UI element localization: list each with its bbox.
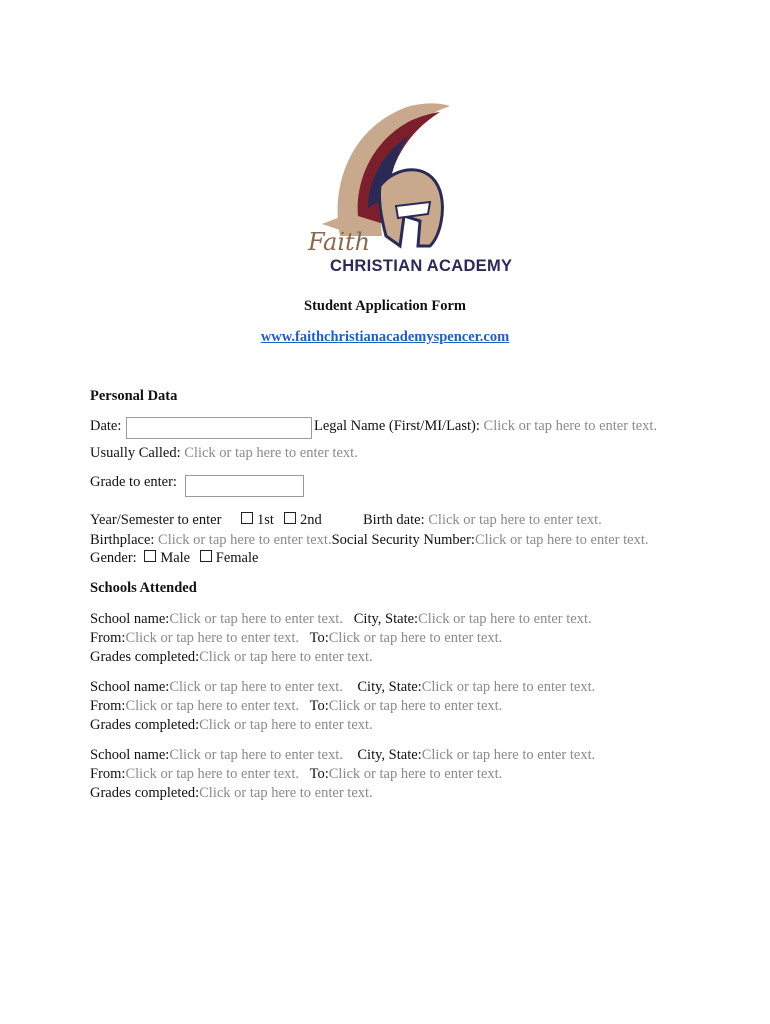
school-3-grades-row bbox=[90, 784, 373, 802]
city-state-field[interactable]: Click or tap here to enter text. bbox=[421, 679, 596, 695]
schools-attended-heading: Schools Attended bbox=[90, 580, 197, 596]
city-state-field[interactable]: Click or tap here to enter text. bbox=[418, 611, 592, 627]
to-label: To: bbox=[309, 698, 329, 714]
usually-called-field[interactable]: Click or tap here to enter text. bbox=[184, 445, 358, 461]
from-field[interactable]: Click or tap here to enter text. bbox=[125, 630, 299, 646]
legal-name-field[interactable]: Click or tap here to enter text. bbox=[483, 418, 658, 434]
from-label: From: bbox=[90, 630, 126, 646]
ssn-label: Social Security Number: bbox=[331, 532, 475, 548]
school-name-label: School name: bbox=[90, 679, 170, 695]
first-semester-checkbox[interactable] bbox=[241, 512, 253, 524]
ssn-field[interactable]: Click or tap here to enter text. bbox=[474, 532, 649, 548]
grades-completed-field[interactable]: Click or tap here to enter text. bbox=[199, 649, 373, 665]
school-name-field[interactable]: Click or tap here to enter text. bbox=[169, 611, 343, 627]
grades-completed-field[interactable]: Click or tap here to enter text. bbox=[199, 717, 373, 733]
birth-date-label: Birth date: bbox=[363, 512, 425, 528]
second-semester-label: 2nd bbox=[300, 512, 322, 528]
first-semester-option[interactable] bbox=[241, 511, 274, 529]
birthplace-field[interactable]: Click or tap here to enter text. bbox=[158, 532, 332, 548]
birth-date-field[interactable]: Click or tap here to enter text. bbox=[428, 512, 602, 528]
to-label: To: bbox=[309, 630, 329, 646]
form-title: Student Application Form bbox=[304, 298, 466, 314]
birth-date-row bbox=[363, 511, 602, 529]
from-label: From: bbox=[90, 698, 126, 714]
school-3-name-row bbox=[90, 746, 595, 764]
school-1-name-row bbox=[90, 610, 592, 628]
gender-label: Gender: bbox=[90, 550, 137, 566]
female-label: Female bbox=[215, 550, 259, 566]
birthplace-row bbox=[90, 531, 649, 549]
from-label: From: bbox=[90, 766, 126, 782]
date-field[interactable] bbox=[126, 417, 312, 439]
grades-completed-label: Grades completed: bbox=[90, 785, 200, 801]
grade-label: Grade to enter: bbox=[90, 474, 177, 490]
logo-name-text: CHRISTIAN ACADEMY bbox=[330, 257, 513, 275]
grades-completed-label: Grades completed: bbox=[90, 717, 200, 733]
birthplace-label: Birthplace: bbox=[90, 532, 155, 548]
male-label: Male bbox=[160, 550, 191, 566]
to-field[interactable]: Click or tap here to enter text. bbox=[328, 698, 503, 714]
date-label: Date: bbox=[90, 418, 122, 434]
female-checkbox[interactable] bbox=[200, 550, 212, 562]
website-link[interactable]: www.faithchristianacademyspencer.com bbox=[260, 329, 510, 345]
second-semester-checkbox[interactable] bbox=[284, 512, 296, 524]
school-name-label: School name: bbox=[90, 611, 170, 627]
grades-completed-label: Grades completed: bbox=[90, 649, 200, 665]
second-semester-option[interactable] bbox=[284, 511, 322, 529]
city-state-label: City, State: bbox=[357, 747, 422, 763]
usually-called-row bbox=[90, 444, 358, 462]
personal-data-heading: Personal Data bbox=[90, 388, 178, 404]
from-field[interactable]: Click or tap here to enter text. bbox=[125, 698, 299, 714]
gender-row bbox=[90, 549, 258, 567]
to-label: To: bbox=[309, 766, 329, 782]
school-2-name-row bbox=[90, 678, 595, 696]
school-name-field[interactable]: Click or tap here to enter text. bbox=[169, 747, 343, 763]
legal-name-label: Legal Name (First/MI/Last): bbox=[314, 418, 480, 434]
to-field[interactable]: Click or tap here to enter text. bbox=[328, 766, 503, 782]
city-state-label: City, State: bbox=[353, 611, 419, 627]
usually-called-label: Usually Called: bbox=[90, 445, 181, 461]
city-state-field[interactable]: Click or tap here to enter text. bbox=[421, 747, 596, 763]
school-3-dates-row bbox=[90, 765, 502, 783]
year-semester-label: Year/Semester to enter bbox=[90, 512, 222, 528]
school-name-label: School name: bbox=[90, 747, 170, 763]
logo-script-text: Faith bbox=[308, 228, 371, 256]
school-2-dates-row bbox=[90, 697, 502, 715]
to-field[interactable]: Click or tap here to enter text. bbox=[328, 630, 503, 646]
grades-completed-field[interactable]: Click or tap here to enter text. bbox=[199, 785, 373, 801]
school-2-grades-row bbox=[90, 716, 373, 734]
city-state-label: City, State: bbox=[357, 679, 422, 695]
first-semester-label: 1st bbox=[257, 512, 274, 528]
male-checkbox[interactable] bbox=[144, 550, 156, 562]
legal-name-row bbox=[314, 417, 657, 435]
school-1-dates-row bbox=[90, 629, 502, 647]
school-name-field[interactable]: Click or tap here to enter text. bbox=[169, 679, 343, 695]
school-1-grades-row bbox=[90, 648, 373, 666]
grade-field[interactable] bbox=[185, 475, 304, 497]
from-field[interactable]: Click or tap here to enter text. bbox=[125, 766, 299, 782]
